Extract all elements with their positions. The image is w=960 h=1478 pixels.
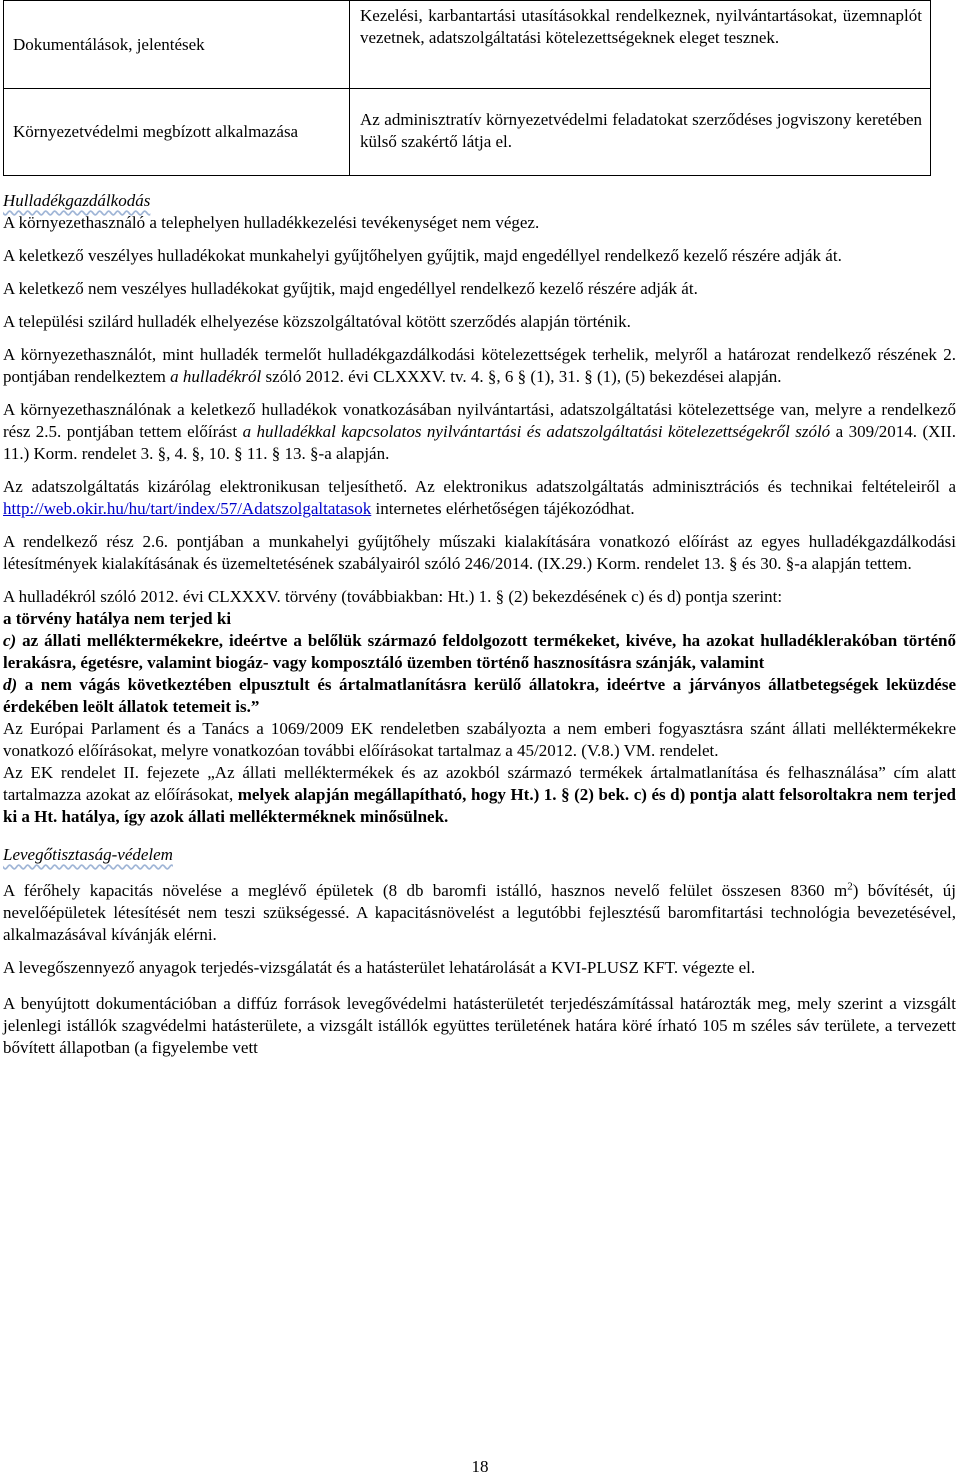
paragraph: A hulladékról szóló 2012. évi CLXXXV. törvény (továbbiakban: Ht.) 1. § (2) bekezdésének c) és d) pontja szerint:: [3, 587, 783, 606]
paragraph-bold: [3, 630, 956, 674]
superscript: 2: [847, 880, 853, 893]
paragraph: A keletkező nem veszélyes hulladékokat gyűjtik, majd engedéllyel rendelkező kezelő részére adják át.: [3, 279, 698, 298]
table-label-cell: Környezetvédelmi megbízott alkalmazása: [4, 89, 350, 176]
text-run: A férőhely kapacitás növelése a meglévő épületek (8 db baromfi istálló, hasznos nevelő felület összesen 8360 m: [3, 881, 848, 900]
paragraph: A települési szilárd hulladék elhelyezése közszolgáltatóval kötött szerződés alapján történik.: [3, 312, 631, 331]
paragraph: Az Európai Parlament és a Tanács a 1069/2009 EK rendeletben szabályozta a nem emberi fogyasztásra szánt állati melléktermékekre vonatkozó előírásokat, melyre vonatkozóan további előírásokat tartalmaz a 45/2012. (V.8.) VM. rendelet.: [3, 719, 956, 760]
paragraph: A rendelkező rész 2.6. pontjában a munkahelyi gyűjtőhely műszaki kialakítására vonatkozó előírást az egyes hulladékgazdálkodási létesítmények kialakításának és üzemeltetésének szabályairól szóló 246/2014. (IX.29.) Korm. rendelet 13. § és 30. §-a alapján tettem.: [3, 532, 956, 573]
table-text-cell: Kezelési, karbantartási utasításokkal rendelkeznek, nyilvántartásokat, üzemnaplót vezetnek, adatszolgáltatási kötelezettségeknek eleget tesznek.: [350, 1, 931, 89]
paragraph: [3, 880, 956, 946]
italic-run: a hulladékról: [170, 367, 262, 386]
table-row: [4, 1, 931, 89]
section-heading-waste: Hulladékgazdálkodás: [3, 191, 151, 210]
italic-run: a hulladékkal kapcsolatos nyilvántartási és adatszolgáltatási kötelezettségekről szóló: [242, 422, 831, 441]
document-page: [3, 0, 956, 1059]
paragraph: A keletkező veszélyes hulladékokat munkahelyi gyűjtőhelyen gyűjtik, majd engedéllyel rendelkező kezelő részére adják át.: [3, 246, 842, 265]
text-run: A környezethasználónak a keletkező hulladékok vonatkozásában nyilvántartási, adatszolgáltatási kötelezettsége van, melyre a rendelkező rész 2.5. pontjában tettem előírást: [3, 400, 956, 441]
info-table: [3, 0, 931, 176]
paragraph: [3, 344, 956, 388]
paragraph: [3, 476, 956, 520]
paragraph-bold: a törvény hatálya nem terjed ki: [3, 609, 232, 628]
item-letter: c): [3, 631, 17, 650]
text-run: ) bővítését, új nevelőépületek létesítését nem teszi szükségessé. A kapacitásnövelést a legutóbbi fejlesztésű baromfitartási technológia bevezetésével, alkalmazásával kívánják elérni.: [3, 881, 956, 944]
bold-run: melyek alapján megállapítható, hogy Ht.) 1. § (2) bek. c) és d) pontja alatt felsoroltakra nem terjed ki a Ht. hatálya, így azok állati mellékterméknek minősülnek.: [3, 785, 956, 826]
text-run: a nem vágás következtében elpusztult és ártalmatlanításra kerülő állatokra, ideértve a járványos állatbetegségek leküzdése érdekében leölt állatok tetemeit is.”: [3, 675, 956, 716]
text-run: Az adatszolgáltatás kizárólag elektronikusan teljesíthető. Az elektronikus adatszolgáltatás adminisztrációs és technikai feltételeiről a: [3, 477, 956, 496]
paragraph: [3, 762, 956, 828]
text-run: a 309/2014. (XII. 11.) Korm. rendelet 3. §, 4. §, 10. § 11. § 13. §-a alapján.: [3, 422, 956, 463]
table-label-cell: Dokumentálások, jelentések: [4, 1, 350, 89]
page-number: 18: [471, 1457, 489, 1476]
paragraph: A benyújtott dokumentációban a diffúz források levegővédelmi hatásterületét terjedészámítással határozták meg, mely szerint a vizsgált jelenlegi istállók szagvédelmi hatásterülete, a vizsgált istállók együttes területének határa köré írható 105 m széles sáv területe, a tervezett bővített állapotban (a figyelembe vett: [3, 994, 956, 1057]
paragraph: [3, 399, 956, 465]
paragraph-bold: [3, 674, 956, 718]
item-letter: d): [3, 675, 18, 694]
text-run: az állati melléktermékekre, ideértve a belőlük származó feldolgozott termékeket, kivéve, ha azokat hulladéklerakóban történő lerakásra, égetésre, valamint biogáz- vagy komposztáló üzemben történő hasznosításra szánják, valamint: [3, 631, 956, 672]
section-heading-air: Levegőtisztaság-védelem: [3, 845, 173, 864]
adatszolgaltatas-link[interactable]: http://web.okir.hu/hu/tart/index/57/Adatszolgaltatasok: [3, 499, 372, 518]
text-run: Az EK rendelet II. fejezete „Az állati melléktermékek és az azokból származó termékek ártalmatlanítása és felhasználása” cím alatt tartalmazza azokat az előírásokat,: [3, 763, 956, 804]
table-row: [4, 89, 931, 176]
paragraph: A levegőszennyező anyagok terjedés-vizsgálatát és a hatásterület lehatárolását a KVI-PLUSZ KFT. végezte el.: [3, 958, 756, 977]
text-run: A környezethasználót, mint hulladék termelőt hulladékgazdálkodási kötelezettségek terhelik, melyről a határozat rendelkező részének 2. pontjában rendelkeztem: [3, 345, 956, 386]
table-text-cell: Az adminisztratív környezetvédelmi feladatokat szerződéses jogviszony keretében külső szakértő látja el.: [350, 89, 931, 176]
text-run: szóló 2012. évi CLXXXV. tv. 4. §, 6 § (1), 31. § (1), (5) bekezdései alapján.: [261, 367, 782, 386]
paragraph: A környezethasználó a telephelyen hulladékkezelési tevékenységet nem végez.: [3, 213, 540, 232]
text-run: internetes elérhetőségen tájékozódhat.: [371, 499, 635, 518]
